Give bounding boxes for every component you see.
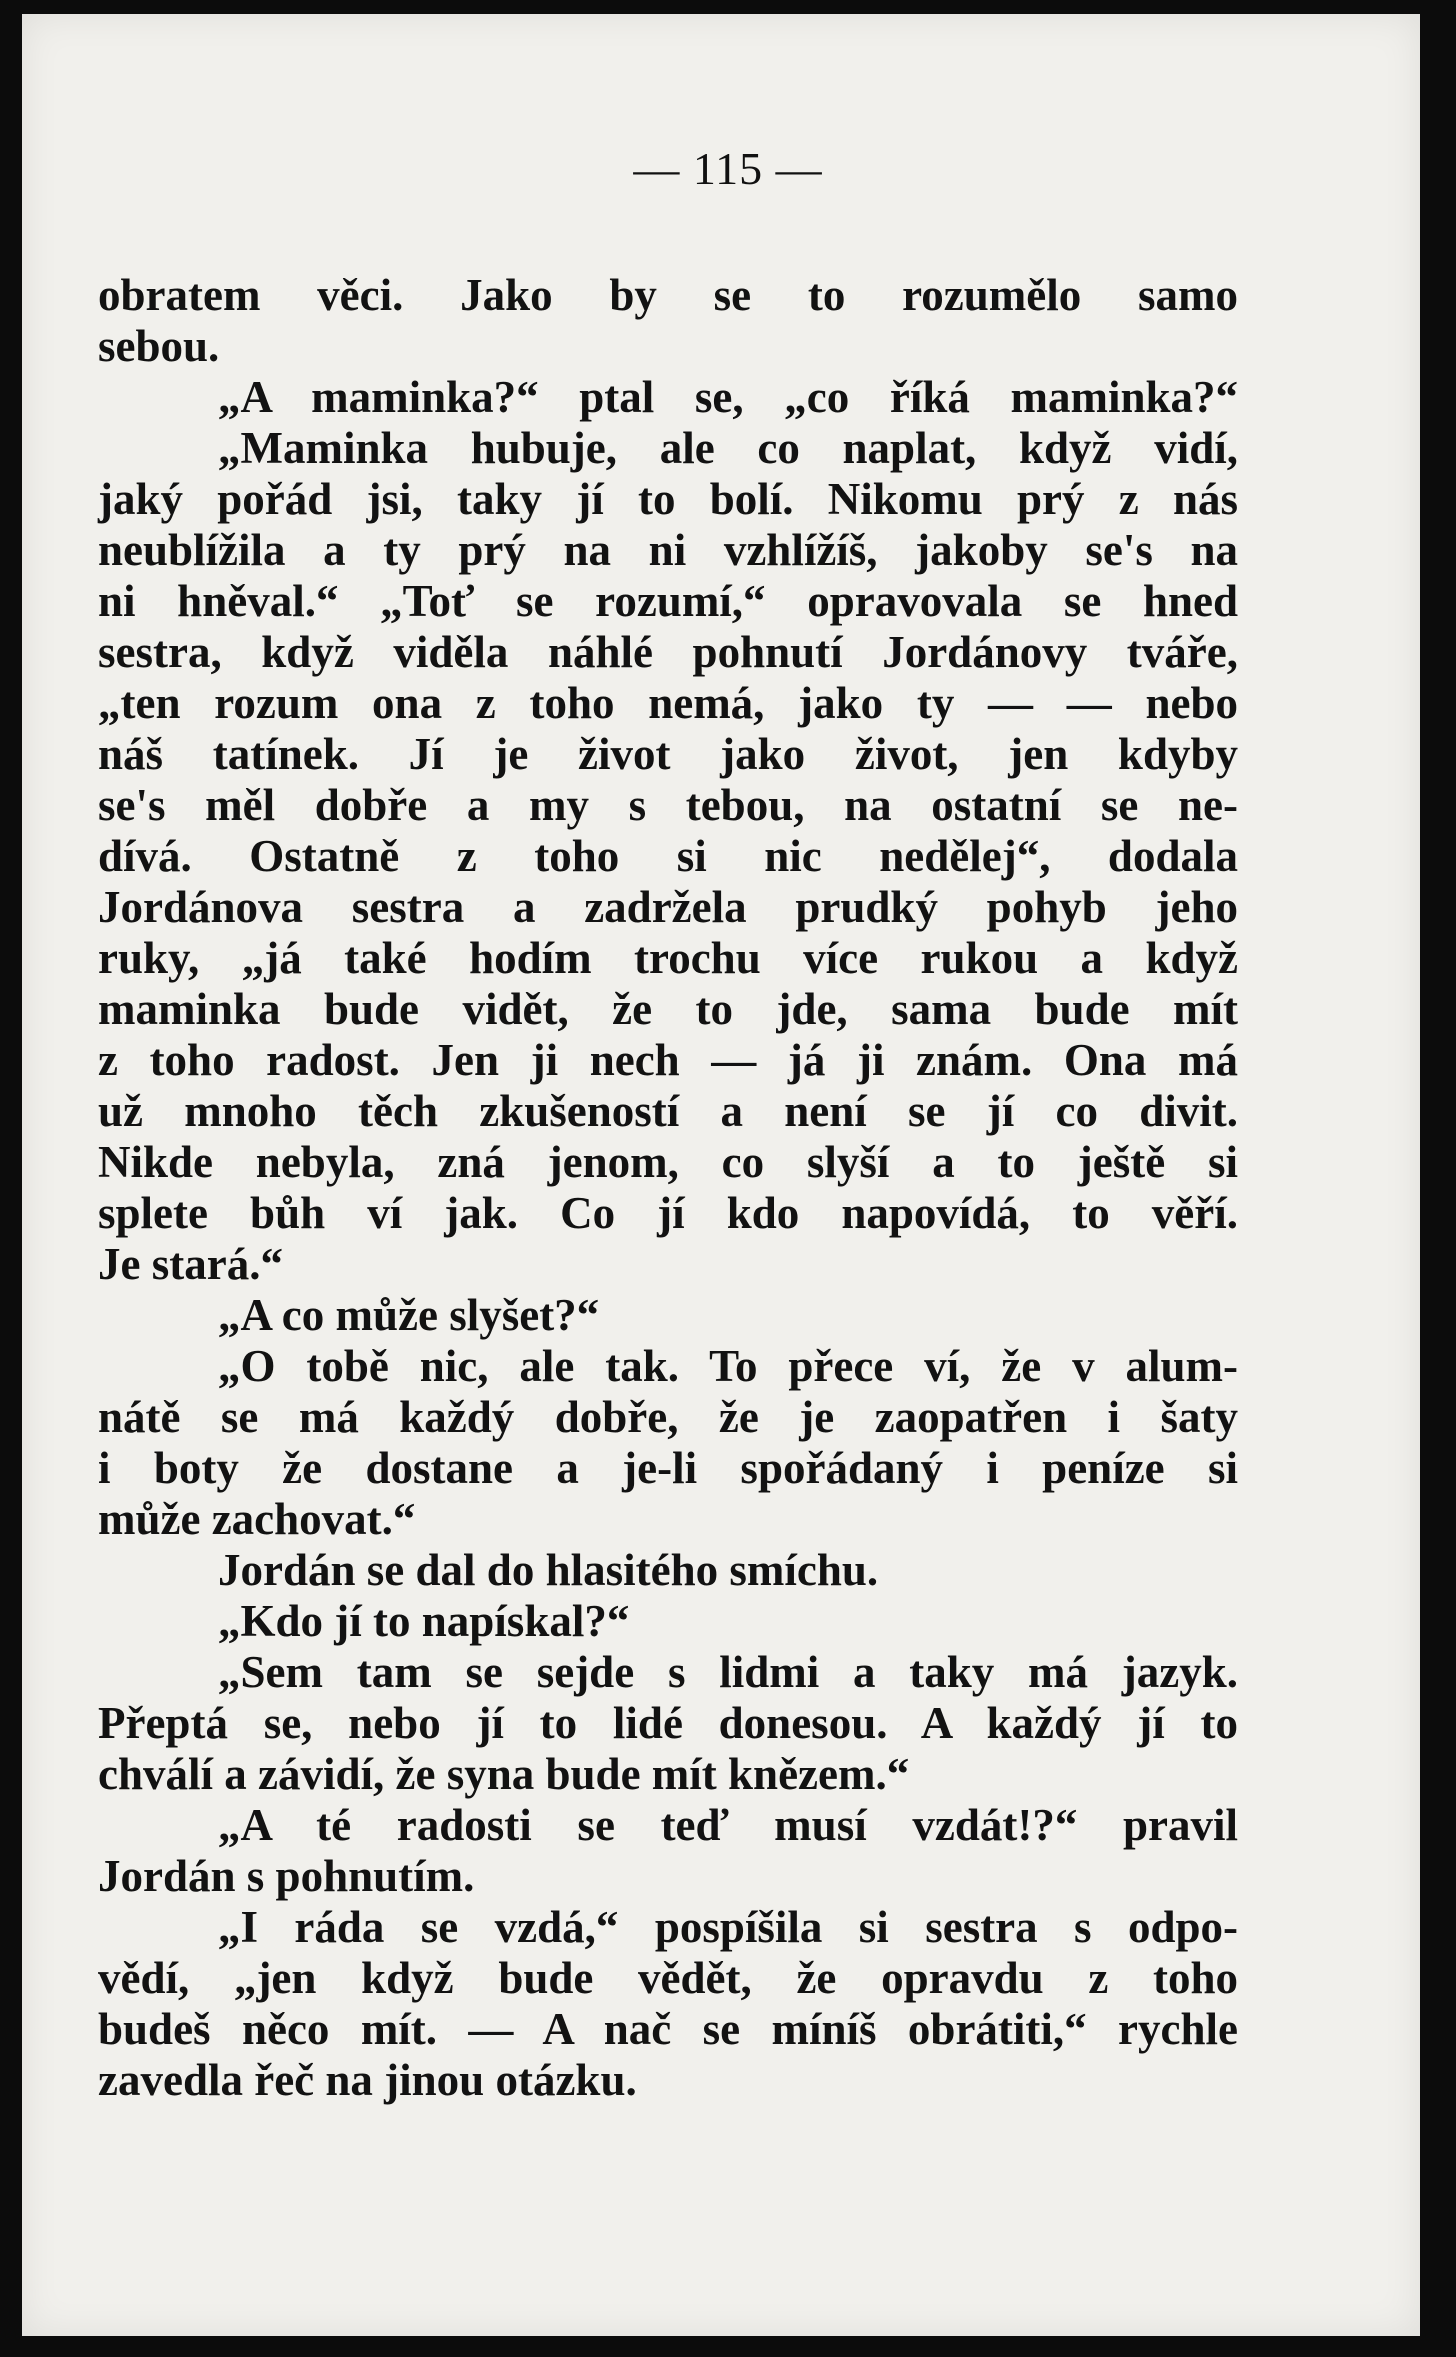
text-line: sestra, když viděla náhlé pohnutí Jordánovy tváře, <box>98 627 1238 677</box>
text-line: Jordán se dal do hlasitého smíchu. <box>218 1545 879 1595</box>
text-line: může zachovat.“ <box>98 1494 416 1544</box>
text-line: obratem věci. Jako by se to rozumělo samo <box>98 270 1238 320</box>
text-line: „A maminka?“ ptal se, „co říká maminka?“ <box>218 372 1238 422</box>
body-text <box>98 270 1238 2106</box>
text-line: splete bůh ví jak. Co jí kdo napovídá, to věří. <box>98 1188 1238 1238</box>
text-line: vědí, „jen když bude vědět, že opravdu z toho <box>98 1953 1238 2003</box>
text-line: ni hněval.“ „Toť se rozumí,“ opravovala se hned <box>98 576 1238 626</box>
text-line: Nikde nebyla, zná jenom, co slyší a to ještě si <box>98 1137 1238 1187</box>
text-line: „A co může slyšet?“ <box>218 1290 600 1340</box>
text-line: „Maminka hubuje, ale co naplat, když vidí, <box>218 423 1238 473</box>
text-line: dívá. Ostatně z toho si nic nedělej“, dodala <box>98 831 1238 881</box>
text-line: „I ráda se vzdá,“ pospíšila si sestra s odpo- <box>218 1902 1238 1952</box>
text-line: Přeptá se, nebo jí to lidé donesou. A každý jí to <box>98 1698 1238 1748</box>
text-line: chválí a závidí, že syna bude mít knězem.“ <box>98 1749 910 1799</box>
text-line: „O tobě nic, ale tak. To přece ví, že v alum- <box>218 1341 1238 1391</box>
text-line: z toho radost. Jen ji nech — já ji znám. Ona má <box>98 1035 1238 1085</box>
text-line: zavedla řeč na jinou otázku. <box>98 2055 637 2105</box>
text-line: maminka bude vidět, že to jde, sama bude mít <box>98 984 1238 1034</box>
text-line: „Sem tam se sejde s lidmi a taky má jazyk. <box>218 1647 1238 1697</box>
text-line: „A té radosti se teď musí vzdát!?“ pravil <box>218 1800 1238 1850</box>
text-line: neublížila a ty prý na ni vzhlížíš, jakoby se's na <box>98 525 1238 575</box>
text-line: náš tatínek. Jí je život jako život, jen kdyby <box>98 729 1238 779</box>
text-line: Jordánova sestra a zadržela prudký pohyb jeho <box>98 882 1238 932</box>
page-number: — 115 — <box>633 143 823 194</box>
text-line: se's měl dobře a my s tebou, na ostatní se ne- <box>98 780 1238 830</box>
text-line: ruky, „já také hodím trochu více rukou a když <box>98 933 1238 983</box>
text-line: nátě se má každý dobře, že je zaopatřen i šaty <box>98 1392 1238 1442</box>
text-line: jaký pořád jsi, taky jí to bolí. Nikomu prý z nás <box>98 474 1238 524</box>
text-line: „Kdo jí to napískal?“ <box>218 1596 630 1646</box>
text-line: Jordán s pohnutím. <box>98 1851 475 1901</box>
text-line: už mnoho těch zkušeností a není se jí co divit. <box>98 1086 1238 1136</box>
text-line: budeš něco mít. — A nač se míníš obrátiti,“ rychle <box>98 2004 1238 2054</box>
text-line: i boty že dostane a je-li spořádaný i peníze si <box>98 1443 1238 1493</box>
text-line: sebou. <box>98 321 220 371</box>
text-line: „ten rozum ona z toho nemá, jako ty — — nebo <box>98 678 1238 728</box>
text-line: Je stará.“ <box>98 1239 283 1289</box>
